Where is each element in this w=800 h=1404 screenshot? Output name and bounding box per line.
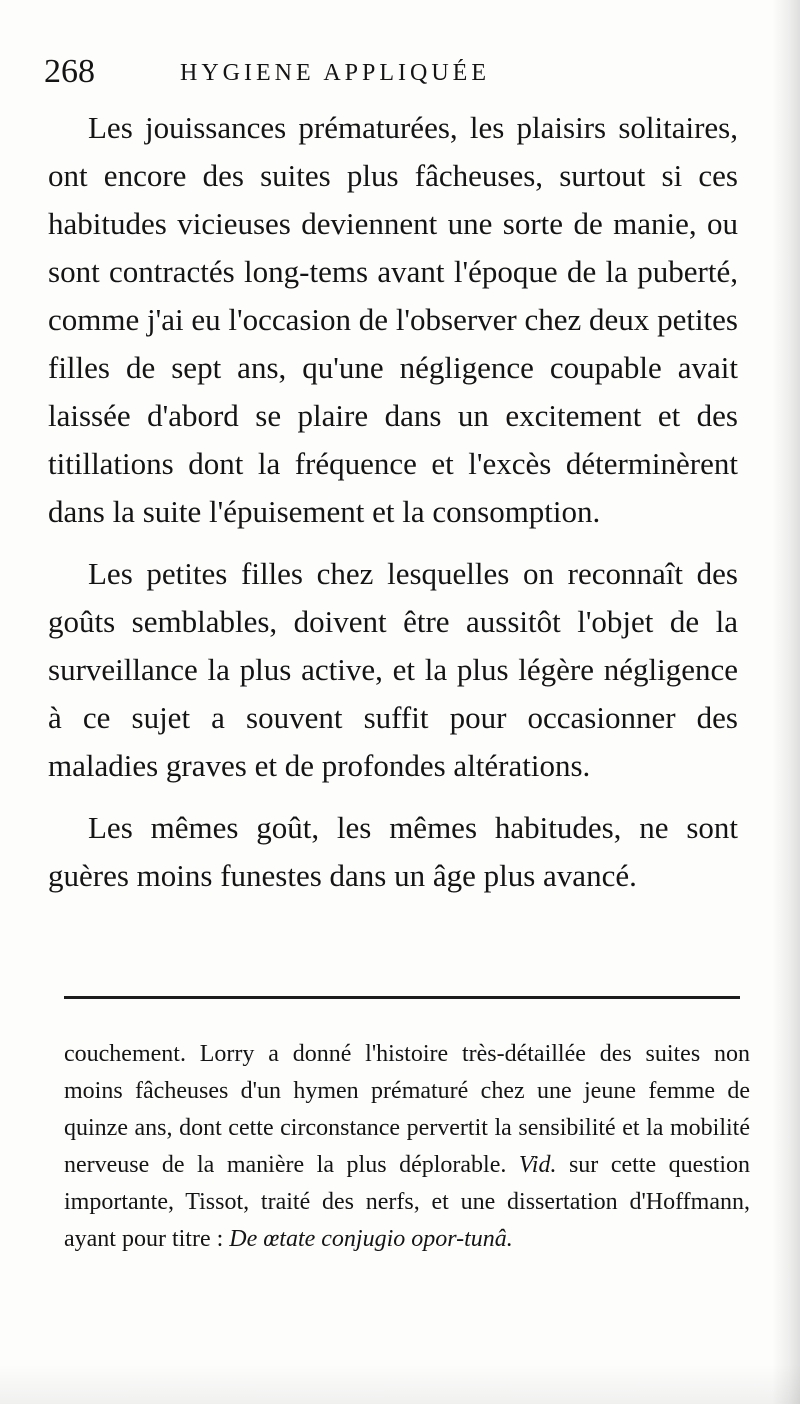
- footnote-divider: [64, 996, 740, 999]
- footnote-vid: Vid.: [518, 1152, 557, 1178]
- running-title: HYGIENE APPLIQUÉE: [180, 60, 490, 86]
- footnote-latin-title: De œtate conjugio opor-tunâ.: [229, 1226, 513, 1252]
- footnote-text-continued: sur cette question importante, Tissot, traité des nerfs, et une dissertation d'Hoffmann, ayant pour titre :: [64, 1152, 750, 1252]
- footnote: [64, 1036, 750, 1258]
- paragraph: Les jouissances prématurées, les plaisirs solitaires, ont encore des suites plus fâcheuses, surtout si ces habitudes vicieuses deviennent une sorte de manie, ou sont contractés long-tems avant l'époque de la puberté, comme j'ai eu l'occasion de l'observer chez deux petites filles de sept ans, qu'une négligence coupable avait laissée d'abord se plaire dans un excitement et des titillations dont la fréquence et l'excès déterminèrent dans la suite l'épuisement et la consomption.: [48, 110, 738, 529]
- main-text: [48, 104, 738, 900]
- page-number: 268: [44, 53, 95, 90]
- footnote-text: couchement. Lorry a donné l'histoire très-détaillée des suites non moins fâcheuses d'un hymen prématuré chez une jeune femme de quinze ans, dont cette circonstance pervertit la sensibilité et la mobilité nerveuse de la manière la plus déplorable.: [64, 1041, 750, 1178]
- page-bottom-shadow: [0, 1364, 800, 1404]
- page-header: [44, 52, 744, 92]
- paragraph: Les petites filles chez lesquelles on reconnaît des goûts semblables, doivent être aussitôt l'objet de la surveillance la plus active, et la plus légère négligence à ce sujet a souvent suffit pour occasionner des maladies graves et de profondes altérations.: [48, 556, 738, 783]
- paragraph: Les mêmes goût, les mêmes habitudes, ne sont guères moins funestes dans un âge plus avancé.: [48, 810, 738, 893]
- page-edge-shadow: [772, 0, 800, 1404]
